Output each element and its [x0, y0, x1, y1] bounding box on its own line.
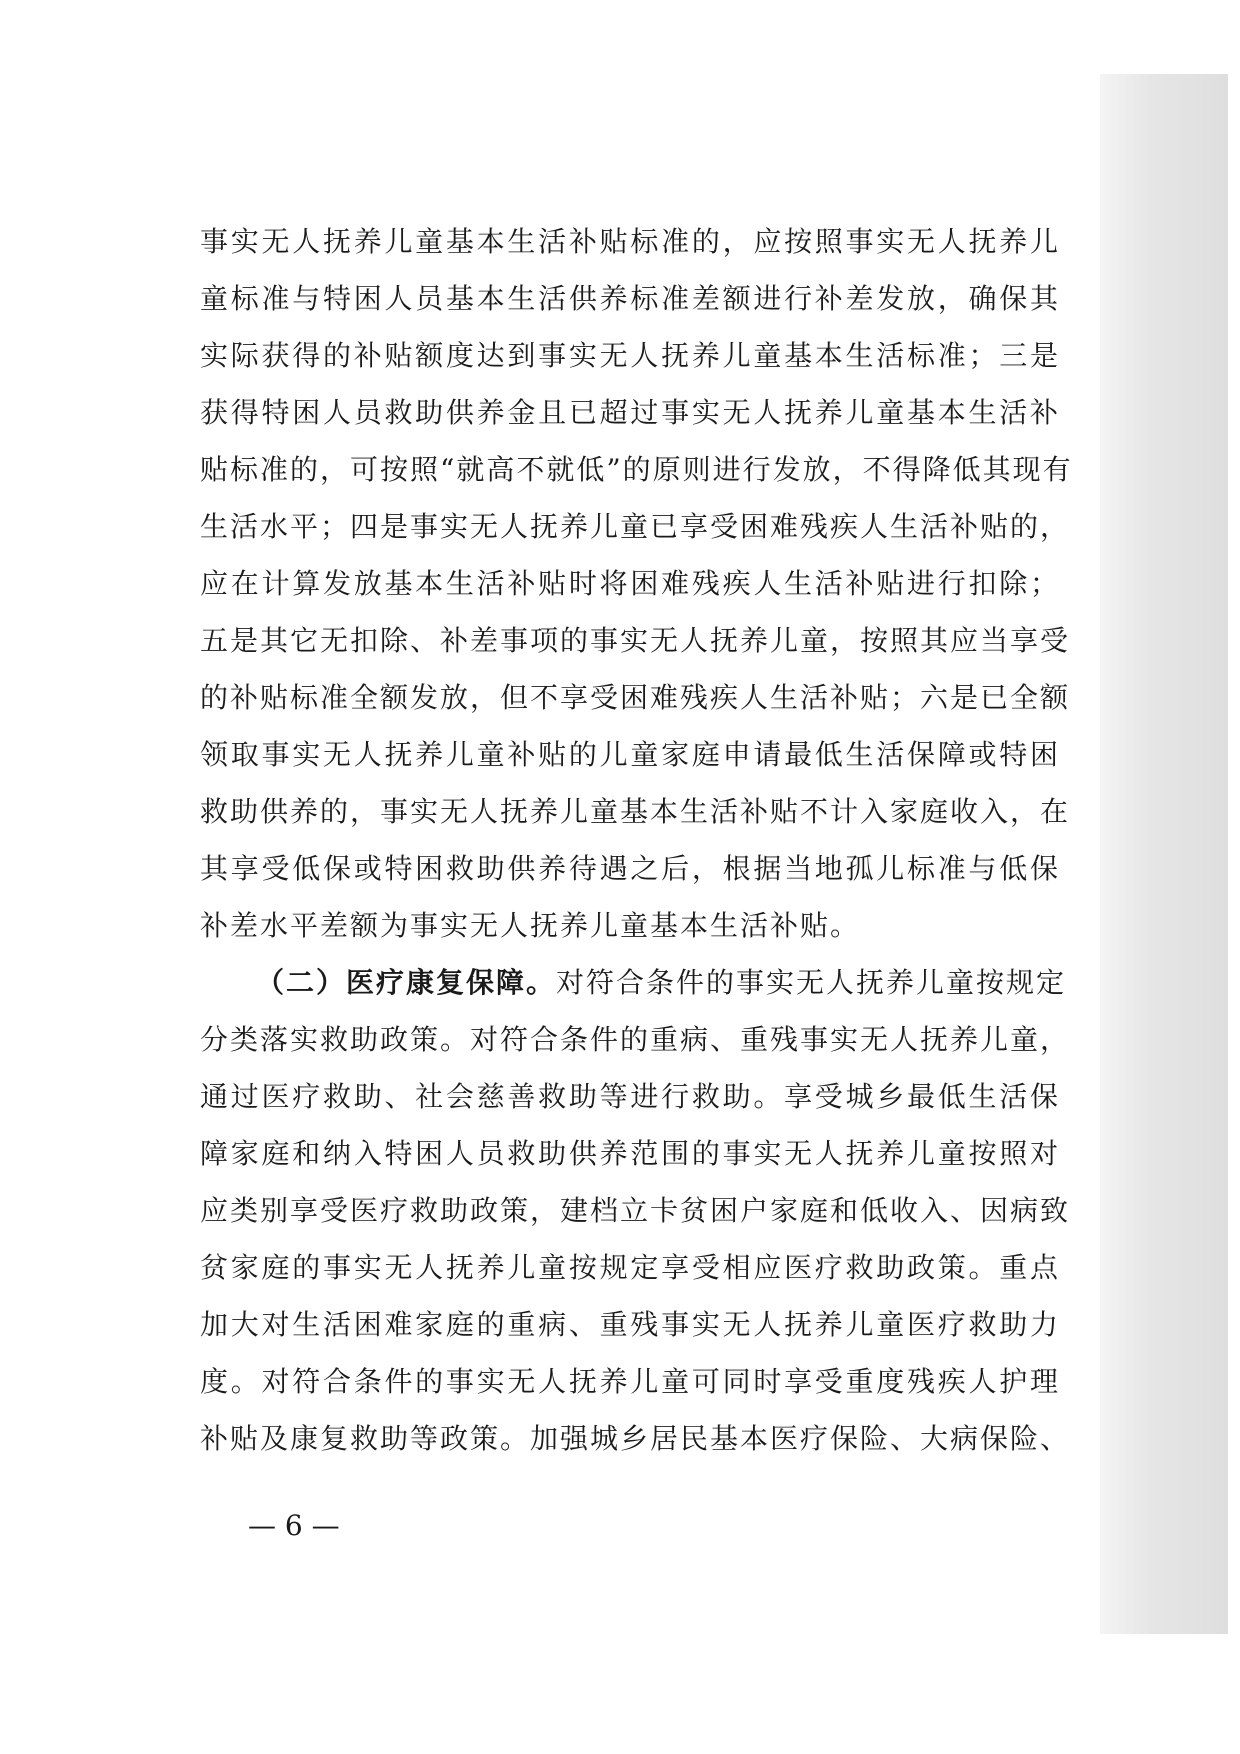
section-2-line-2: 分类落实救助政策。对符合条件的重病、重残事实无人抚养儿童，: [200, 1023, 1071, 1056]
text-line-12: 其享受低保或特困救助供养待遇之后，根据当地孤儿标准与低保: [200, 852, 1060, 885]
scan-shadow-edge: [1100, 74, 1228, 1634]
section-2-line-9: 补贴及康复救助等政策。加强城乡居民基本医疗保险、大病保险、: [200, 1422, 1071, 1455]
section-2-line-8: 度。对符合条件的事实无人抚养儿童可同时享受重度残疾人护理: [200, 1365, 1060, 1398]
section-2-line-7: 加大对生活困难家庭的重病、重残事实无人抚养儿童医疗救助力: [200, 1308, 1060, 1341]
text-line-13: 补差水平差额为事实无人抚养儿童基本生活补贴。: [200, 909, 861, 942]
text-line-7: 应在计算发放基本生活补贴时将困难残疾人生活补贴进行扣除；: [200, 567, 1060, 600]
section-2-line-3: 通过医疗救助、社会慈善救助等进行救助。享受城乡最低生活保: [200, 1080, 1060, 1113]
section-2-line-6: 贫家庭的事实无人抚养儿童按规定享受相应医疗救助政策。重点: [200, 1251, 1060, 1284]
section-2-heading: （二）医疗康复保障。: [256, 966, 557, 999]
section-2-first-line-text: 对符合条件的事实无人抚养儿童按规定: [556, 966, 1067, 999]
text-line-9: 的补贴标准全额发放，但不享受困难残疾人生活补贴；六是已全额: [200, 681, 1071, 714]
text-line-10: 领取事实无人抚养儿童补贴的儿童家庭申请最低生活保障或特困: [200, 738, 1060, 771]
section-2-line-5: 应类别享受医疗救助政策，建档立卡贫困户家庭和低收入、因病致: [200, 1194, 1071, 1227]
section-2-first-line: [256, 963, 1067, 1003]
text-line-8: 五是其它无扣除、补差事项的事实无人抚养儿童，按照其应当享受: [200, 624, 1071, 657]
text-line-2: 童标准与特困人员基本生活供养标准差额进行补差发放，确保其: [200, 282, 1060, 315]
text-line-1: 事实无人抚养儿童基本生活补贴标准的，应按照事实无人抚养儿: [200, 225, 1060, 258]
text-line-6: 生活水平；四是事实无人抚养儿童已享受困难残疾人生活补贴的，: [200, 510, 1071, 543]
text-line-5: 贴标准的，可按照“就高不就低”的原则进行发放，不得降低其现有: [200, 453, 1073, 486]
text-line-11: 救助供养的，事实无人抚养儿童基本生活补贴不计入家庭收入，在: [200, 795, 1071, 828]
section-2-line-4: 障家庭和纳入特困人员救助供养范围的事实无人抚养儿童按照对: [200, 1137, 1060, 1170]
text-line-4: 获得特困人员救助供养金且已超过事实无人抚养儿童基本生活补: [200, 396, 1060, 429]
text-line-3: 实际获得的补贴额度达到事实无人抚养儿童基本生活标准；三是: [200, 339, 1060, 372]
page-number: — 6 —: [248, 1509, 340, 1542]
